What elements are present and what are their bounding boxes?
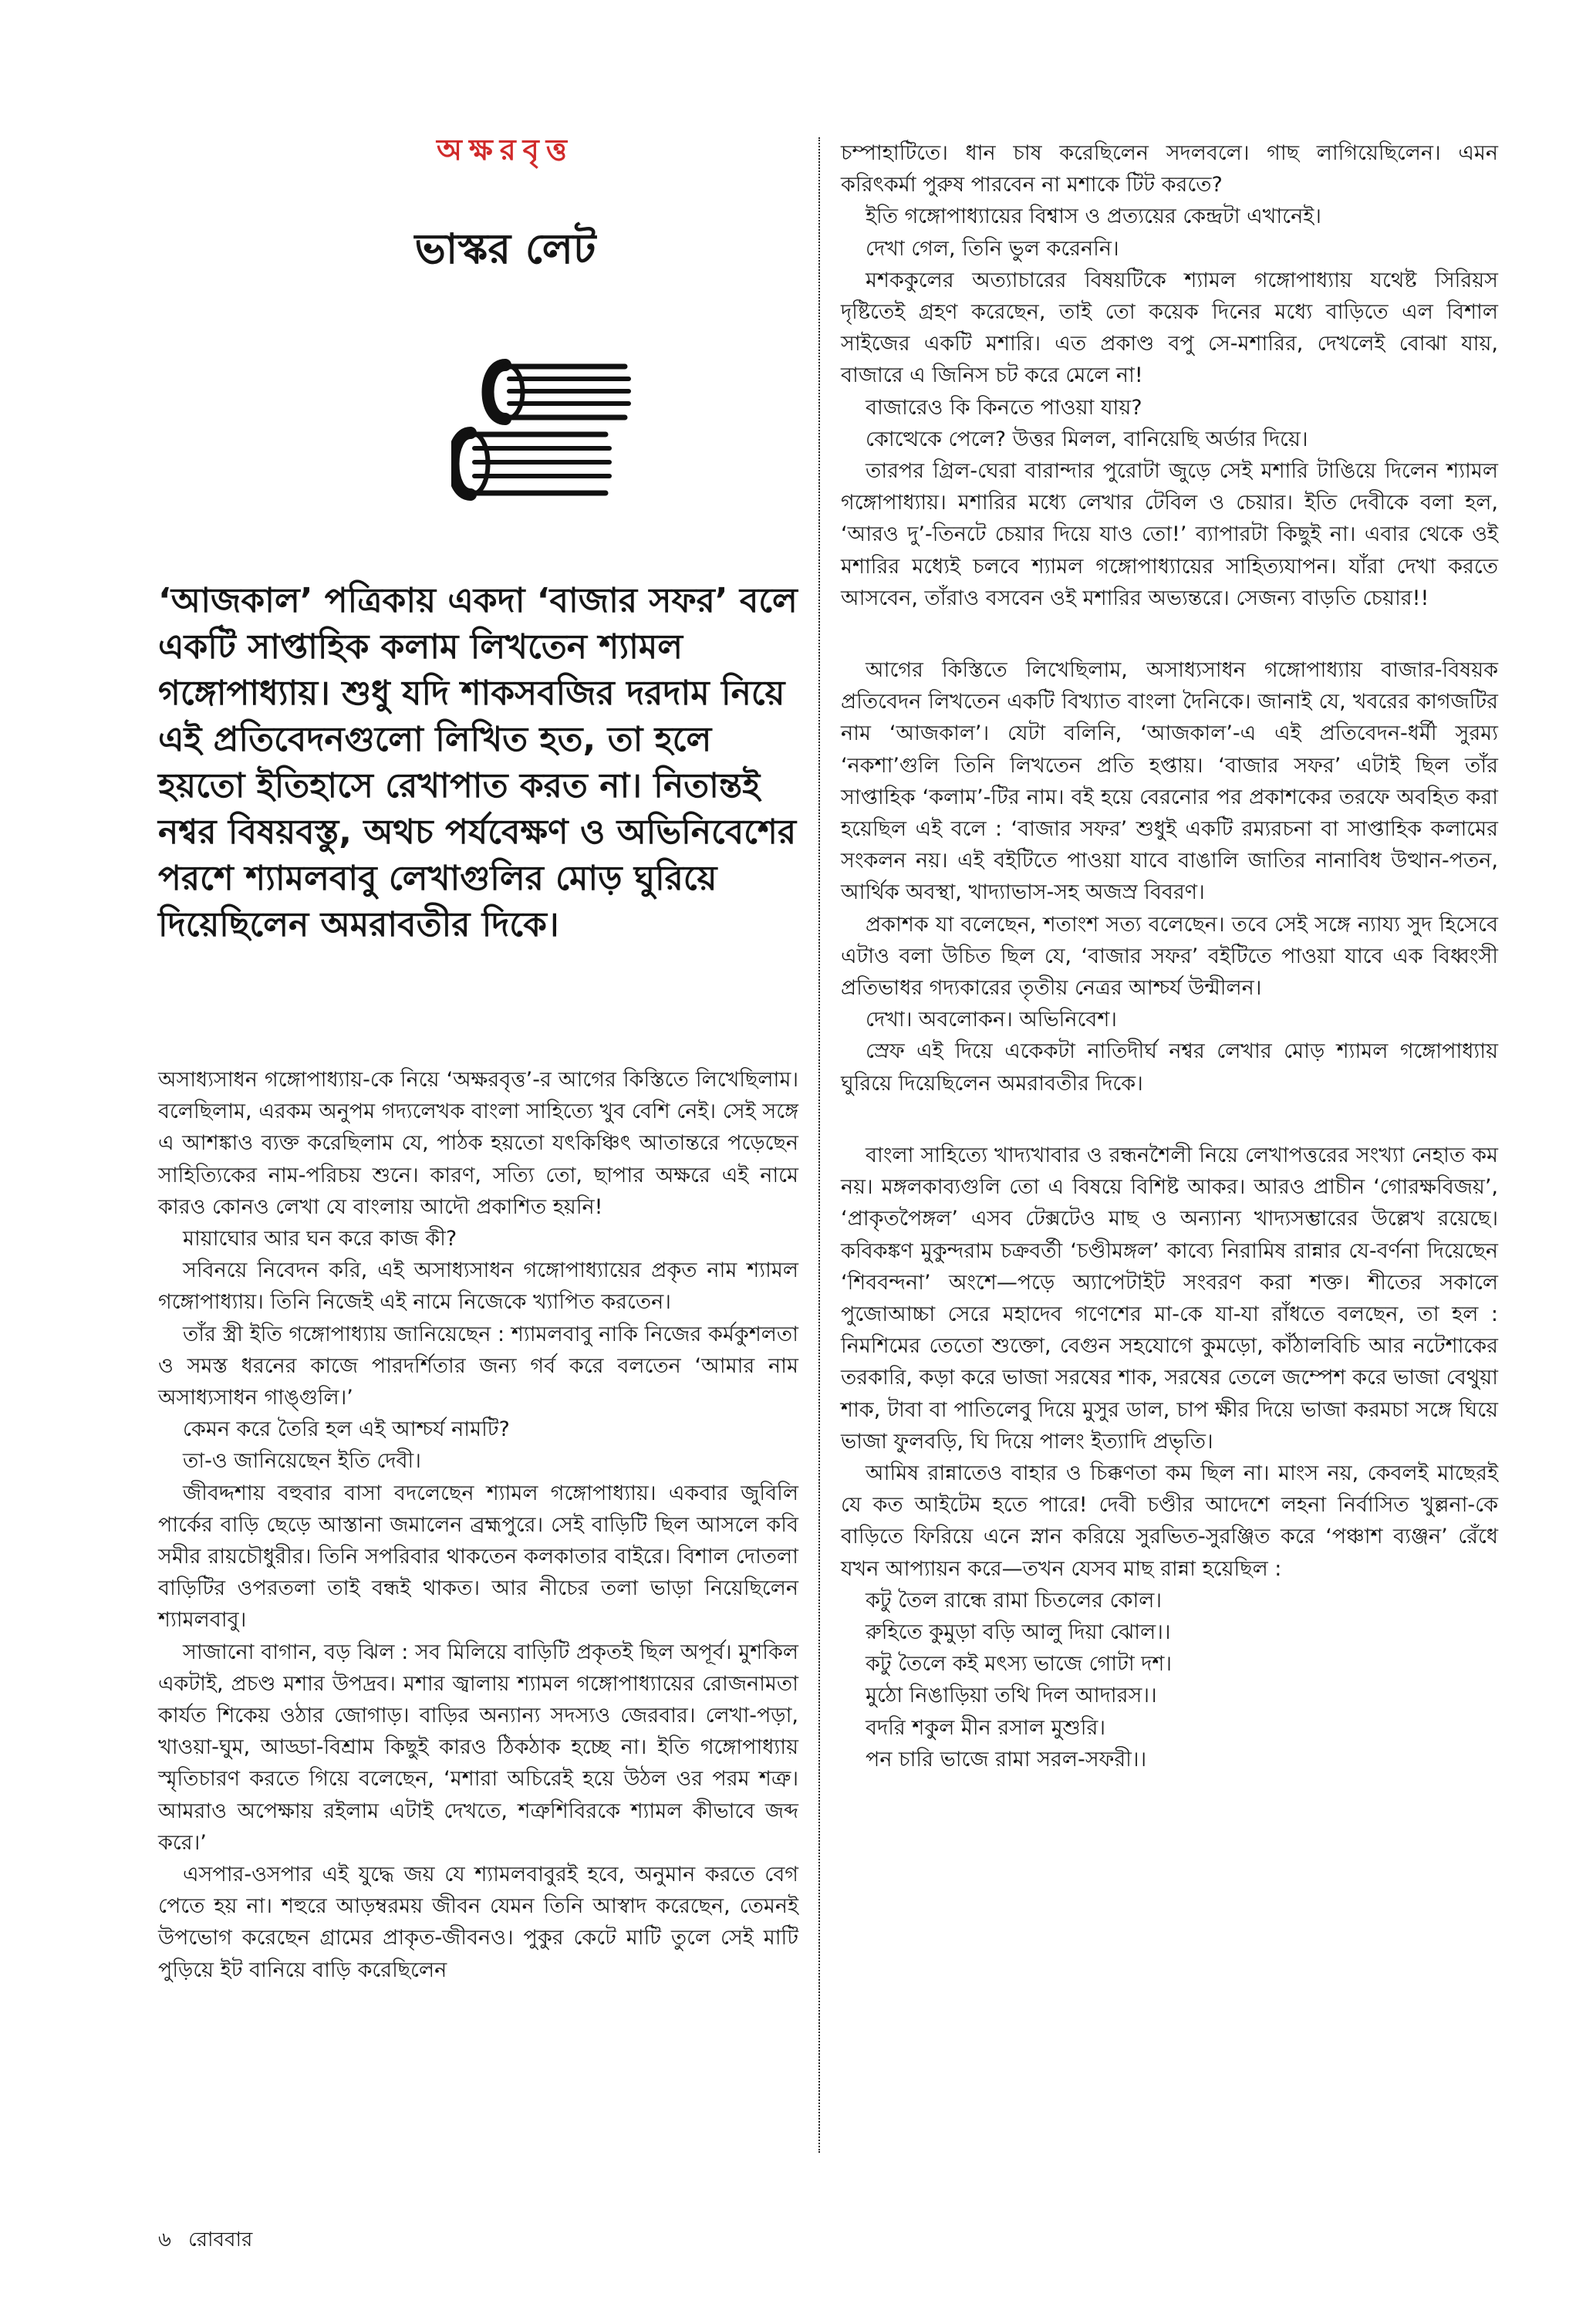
paragraph: সবিনয়ে নিবেদন করি, এই অসাধ্যসাধন গঙ্গোপাধ্যায়ের প্রকৃত নাম শ্যামল গঙ্গোপাধ্যায়। তিনি নিজেই এই নামে নিজেকে খ্যাপিত করতেন। — [158, 1258, 798, 1315]
author-name: ভাস্কর লেট — [414, 225, 596, 273]
page-footer — [158, 2224, 252, 2258]
left-column — [158, 127, 798, 1986]
paragraph: স্রেফ এই দিয়ে একেকটা নাতিদীর্ঘ নশ্বর লেখার মোড় শ্যামল গঙ্গোপাধ্যায় ঘুরিয়ে দিয়েছিলেন অমরাবতীর দিকে। — [841, 1039, 1498, 1096]
paragraph: সাজানো বাগান, বড় ঝিল : সব মিলিয়ে বাড়িটি প্রকৃতই ছিল অপূর্ব। মুশকিল একটাই, প্রচণ্ড মশার উপদ্রব। মশার জ্বালায় শ্যামল গঙ্গোপাধ্যায়ের রোজনামতা কার্যত শিকেয় ওঠার জোগাড়। বাড়ির অন্যান্য সদস্যও জেরবার। লেখা-পড়া, খাওয়া-ঘুম, আড্ডা-বিশ্রাম কিছুই কারও ঠিকঠাক হচ্ছে না। ইতি গঙ্গোপাধ্যায় স্মৃতিচারণ করতে গিয়ে বলেছেন, ‘মশারা অচিরেই হয়ে উঠল ওর পরম শত্রু। আমরাও অপেক্ষায় রইলাম এটাই দেখতে, শত্রুশিবিরকে শ্যামল কীভাবে জব্দ করে।’ — [158, 1640, 798, 1855]
paragraph: তাঁর স্ত্রী ইতি গঙ্গোপাধ্যায় জানিয়েছেন : শ্যামলবাবু নাকি নিজের কর্মকুশলতা ও সমস্ত ধরনের কাজে পারদর্শিতার জন্য গর্ব করে বলতেন ‘আমার নাম অসাধ্যসাধন গাঙ্গুলি।’ — [158, 1322, 798, 1410]
verse-line: বদরি শকুল মীন রসাল মুশুরি। — [866, 1715, 1106, 1740]
paragraph: তা-ও জানিয়েছেন ইতি দেবী। — [183, 1449, 421, 1474]
paragraph: অসাধ্যসাধন গঙ্গোপাধ্যায়-কে নিয়ে ‘অক্ষরবৃত্ত’-র আগের কিস্তিতে লিখেছিলাম। বলেছিলাম, এরকম অনুপম গদ্যলেখক বাংলা সাহিত্যে খুব বেশি নেই। সেই সঙ্গে এ আশঙ্কাও ব্যক্ত করেছিলাম যে, পাঠক হয়তো যৎকিঞ্চিৎ আতান্তরে পড়েছেন সাহিত্যিকের নাম-পরিচয় শুনে। কারণ, সত্যি তো, ছাপার অক্ষরে এই নামে কারও কোনও লেখা যে বাংলায় আদৌ প্রকাশিত হয়নি! — [158, 1068, 798, 1219]
paragraph: কেমন করে তৈরি হল এই আশ্চর্য নামটি? — [183, 1417, 510, 1442]
paragraph: কোত্থেকে পেলে? উত্তর মিলল, বানিয়েছি অর্ডার দিয়ে। — [866, 427, 1308, 451]
paragraph: মায়াঘোর আর ঘন করে কাজ কী? — [183, 1227, 457, 1252]
paragraph: প্রকাশক যা বলেছেন, শতাংশ সত্য বলেছেন। তবে সেই সঙ্গে ন্যায্য সুদ হিসেবে এটাও বলা উচিত ছিল যে, ‘বাজার সফর’ বইটিতে পাওয়া যাবে এক বিধ্বংসী প্রতিভাধর গদ্যকারের তৃতীয় নেত্রর আশ্চর্য উন্মীলন। — [841, 912, 1498, 1001]
paragraph: বাংলা সাহিত্যে খাদ্যখাবার ও রন্ধনশৈলী নিয়ে লেখাপত্তরের সংখ্যা নেহাত কম নয়। মঙ্গলকাব্যগুলি তো এ বিষয়ে বিশিষ্ট আকর। আরও প্রাচীন ‘গোরক্ষবিজয়’, ‘প্রাকৃতপৈঙ্গল’ এসব টেক্সটেও মাছ ও অন্যান্য খাদ্যসম্ভারের উল্লেখ রয়েছে। কবিকঙ্কণ মুকুন্দরাম চক্রবর্তী ‘চণ্ডীমঙ্গল’ কাব্যে নিরামিষ রান্নার যে-বর্ণনা দিয়েছেন ‘শিববন্দনা’ অংশে—পড়ে অ্যাপেটাইট সংবরণ করা শক্ত। শীতের সকালে পুজোআচ্চা সেরে মহাদেব গণেশের মা-কে যা-যা রাঁধতে বলছেন, তা হল : নিমশিমের তেতো শুক্তো, বেগুন সহযোগে কুমড়ো, কাঁঠালবিচি আর নটেশাকের তরকারি, কড়া করে ভাজা সরষের শাক, সরষের তেলে জম্পেশ করে ভাজা বেথুয়া শাক, টাবা বা পাতিলেবু দিয়ে মুসুর ডাল, চাপ ক্ষীর দিয়ে ভাজা করমচা সঙ্গে ঘিয়ে ভাজা ফুলবড়ি, ঘি দিয়ে পালং ইত্যাদি প্রভৃতি। — [841, 1143, 1498, 1454]
section-break — [841, 1100, 1498, 1140]
intro-paragraph: ‘আজকাল’ পত্রিকায় একদা ‘বাজার সফর’ বলে একটি সাপ্তাহিক কলাম লিখতেন শ্যামল গঙ্গোপাধ্যায়। শুধু যদি শাকসবজির দরদাম নিয়ে এই প্রতিবেদনগুলো লিখিত হত, তা হলে হয়তো ইতিহাসে রেখাপাত করত না। নিতান্তই নশ্বর বিষয়বস্তু, অথচ পর্যবেক্ষণ ও অভিনিবেশের পরশে শ্যামলবাবু লেখাগুলির মোড় ঘুরিয়ে দিয়েছিলেন অমরাবতীর দিকে। — [158, 581, 798, 944]
paragraph: দেখা। অবলোকন। অভিনিবেশ। — [866, 1008, 1117, 1032]
section-label: অক্ষরবৃত্ত — [437, 133, 574, 167]
verse-line: কটু তৈলে কই মৎস্য ভাজে গোটা দশ। — [866, 1652, 1173, 1677]
paragraph: দেখা গেল, তিনি ভুল করেননি। — [866, 236, 1119, 261]
column-divider — [818, 137, 820, 2153]
paragraph: ইতি গঙ্গোপাধ্যায়ের বিশ্বাস ও প্রত্যয়ের কেন্দ্রটা এখানেই। — [866, 204, 1321, 229]
right-body — [841, 137, 1498, 1775]
right-column — [841, 137, 1498, 1775]
left-body — [158, 1064, 798, 1986]
verse-quote — [841, 1585, 1498, 1775]
verse-line: পন চারি ভাজে রামা সরল-সফরী।। — [866, 1747, 1147, 1772]
paragraph: এসপার-ওসপার এই যুদ্ধে জয় যে শ্যামলবাবুরই হবে, অনুমান করতে বেগ পেতে হয় না। শহুরে আড়ম্বরময় জীবন যেমন তিনি আস্বাদ করেছেন, তেমনই উপভোগ করেছেন গ্রামের প্রাকৃত-জীবনও। পুকুর কেটে মাটি তুলে সেই মাটি পুড়িয়ে ইট বানিয়ে বাড়ি করেছিলেন — [158, 1863, 798, 1982]
page-number: ৬ — [158, 2228, 171, 2251]
section-break — [841, 614, 1498, 654]
paragraph: বাজারেও কি কিনতে পাওয়া যায়? — [866, 395, 1142, 420]
paragraph: আগের কিস্তিতে লিখেছিলাম, অসাধ্যসাধন গঙ্গোপাধ্যায় বাজার-বিষয়ক প্রতিবেদন লিখতেন একটি বিখ্যাত বাংলা দৈনিকে। জানাই যে, খবরের কাগজটির নাম ‘আজকাল’। যেটা বলিনি, ‘আজকাল’-এ এই প্রতিবেদন-ধর্মী সুরম্য ‘নকশা’গুলি তিনি লিখতেন প্রতি হপ্তায়। ‘বাজার সফর’ এটাই ছিল তাঁর সাপ্তাহিক ‘কলাম’-টির নাম। বই হয়ে বেরনোর পর প্রকাশকের তরফে অবহিত করা হয়েছিল এই বলে : ‘বাজার সফর’ শুধুই একটি রম্যরচনা বা সাপ্তাহিক কলামের সংকলন নয়। এই বইটিতে পাওয়া যাবে বাঙালি জাতির নানাবিধ উত্থান-পতন, আর্থিক অবস্থা, খাদ্যাভাস-সহ অজস্র বিবরণ। — [841, 658, 1498, 905]
verse-line: কটু তৈল রান্ধে রামা চিতলের কোল। — [866, 1588, 1163, 1613]
verse-line: মুঠো নিঙাড়িয়া তথি দিল আদারস।। — [866, 1684, 1157, 1708]
paragraph: চম্পাহাটিতে। ধান চাষ করেছিলেন সদলবলে। গাছ লাগিয়েছিলেন। এমন করিৎকর্মা পুরুষ পারবেন না মশাকে টিট করতে? — [841, 141, 1498, 198]
magazine-name: রোববার — [188, 2228, 253, 2251]
paragraph: মশককুলের অত্যাচারের বিষয়টিকে শ্যামল গঙ্গোপাধ্যায় যথেষ্ট সিরিয়স দৃষ্টিতেই গ্রহণ করেছেন, তাই তো কয়েক দিনের মধ্যে বাড়িতে এল বিশাল সাইজের একটি মশারি। এত প্রকাণ্ড বপু সে-মশারির, দেখলেই বোঝা যায়, বাজারে এ জিনিস চট করে মেলে না! — [841, 268, 1498, 388]
books-logo-icon — [451, 348, 652, 510]
intro-text — [158, 578, 798, 948]
paragraph: তারপর গ্রিল-ঘেরা বারান্দার পুরোটা জুড়ে সেই মশারি টাঙিয়ে দিলেন শ্যামল গঙ্গোপাধ্যায়। মশারির মধ্যে লেখার টেবিল ও চেয়ার। ইতি দেবীকে বলা হল, ‘আরও দু’-তিনটে চেয়ার দিয়ে যাও তো!’ ব্যাপারটা কিছুই না। এবার থেকে ওই মশারির মধ্যেই চলবে শ্যামল গঙ্গোপাধ্যায়ের সাহিত্যযাপন। যাঁরা দেখা করতে আসবেন, তাঁরাও বসবেন ওই মশারির অভ্যন্তরে। সেজন্য বাড়তি চেয়ার!! — [841, 459, 1498, 610]
paragraph: জীবদ্দশায় বহুবার বাসা বদলেছেন শ্যামল গঙ্গোপাধ্যায়। একবার জুবিলি পার্কের বাড়ি ছেড়ে আস্তানা জমালেন ব্রহ্মপুরে। সেই বাড়িটি ছিল আসলে কবি সমীর রায়চৌধুরীর। তিনি সপরিবার থাকতেন কলকাতার বাইরে। বিশাল দোতলা বাড়িটির ওপরতলা তাই বন্ধই থাকত। আর নীচের তলা ভাড়া নিয়েছিলেন শ্যামলবাবু। — [158, 1481, 798, 1633]
paragraph: আমিষ রান্নাতেও বাহার ও চিক্কণতা কম ছিল না। মাংস নয়, কেবলই মাছেরই যে কত আইটেম হতে পারে! দেবী চণ্ডীর আদেশে লহনা নির্বাসিত খুল্লনা-কে বাড়িতে ফিরিয়ে এনে স্নান করিয়ে সুরভিত-সুরঞ্জিত করে ‘পঞ্চাশ ব্যঞ্জন’ রেঁধে যখন আপ্যায়ন করে—তখন যেসব মাছ রান্না হয়েছিল : — [841, 1461, 1498, 1581]
verse-line: রুহিতে কুমুড়া বড়ি আলু দিয়া ঝোল।। — [866, 1620, 1171, 1644]
